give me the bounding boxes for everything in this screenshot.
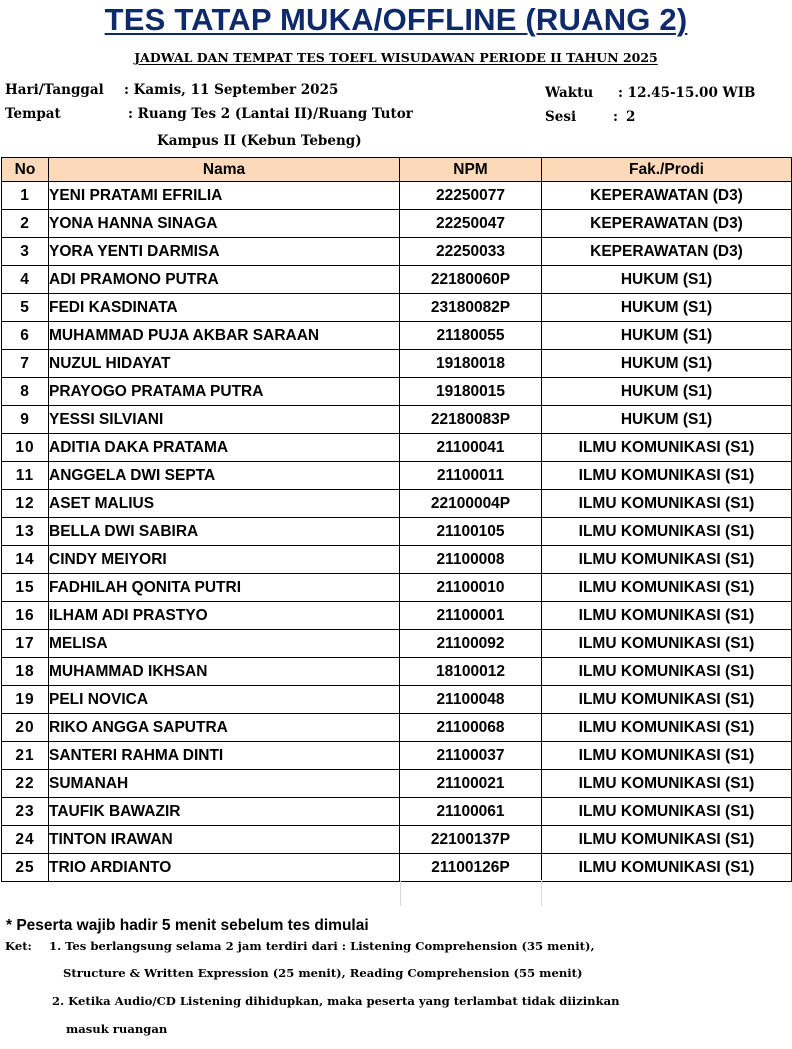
row-nama: SANTERI RAHMA DINTI [49, 742, 400, 770]
row-fak-prodi: KEPERAWATAN (D3) [542, 210, 792, 238]
row-nama: ADITIA DAKA PRATAMA [49, 434, 400, 462]
header-fak-prodi: Fak./Prodi [542, 158, 792, 182]
row-nama: YENI PRATAMI EFRILIA [49, 182, 400, 210]
row-npm: 21100001 [400, 602, 542, 630]
row-fak-prodi: HUKUM (S1) [542, 350, 792, 378]
row-no: 17 [2, 630, 49, 658]
table-row [2, 658, 792, 686]
row-npm: 22180060P [400, 266, 542, 294]
row-npm: 21100061 [400, 798, 542, 826]
row-fak-prodi: ILMU KOMUNIKASI (S1) [542, 518, 792, 546]
row-fak-prodi: ILMU KOMUNIKASI (S1) [542, 686, 792, 714]
ket-line-2: Structure & Written Expression (25 menit), Reading Comprehension (55 menit) [63, 966, 583, 980]
header-no: No [2, 158, 49, 182]
ket-label: Ket: [5, 939, 32, 953]
row-nama: YESSI SILVIANI [49, 406, 400, 434]
row-npm: 21100010 [400, 574, 542, 602]
table-row [2, 210, 792, 238]
row-nama: SUMANAH [49, 770, 400, 798]
row-nama: NUZUL HIDAYAT [49, 350, 400, 378]
row-nama: MUHAMMAD PUJA AKBAR SARAAN [49, 322, 400, 350]
table-row [2, 518, 792, 546]
row-nama: MUHAMMAD IKHSAN [49, 658, 400, 686]
row-npm: 19180015 [400, 378, 542, 406]
row-fak-prodi: ILMU KOMUNIKASI (S1) [542, 854, 792, 882]
row-fak-prodi: ILMU KOMUNIKASI (S1) [542, 742, 792, 770]
row-fak-prodi: HUKUM (S1) [542, 322, 792, 350]
hari-label: Hari/Tanggal [5, 82, 104, 98]
row-fak-prodi: KEPERAWATAN (D3) [542, 182, 792, 210]
row-npm: 21100041 [400, 434, 542, 462]
row-nama: YONA HANNA SINAGA [49, 210, 400, 238]
row-no: 24 [2, 826, 49, 854]
participant-table [1, 157, 792, 882]
sesi-label: Sesi [545, 109, 577, 125]
row-npm: 21180055 [400, 322, 542, 350]
row-fak-prodi: HUKUM (S1) [542, 294, 792, 322]
row-nama: PELI NOVICA [49, 686, 400, 714]
row-npm: 22250047 [400, 210, 542, 238]
row-fak-prodi: KEPERAWATAN (D3) [542, 238, 792, 266]
table-row [2, 350, 792, 378]
row-no: 7 [2, 350, 49, 378]
row-fak-prodi: ILMU KOMUNIKASI (S1) [542, 714, 792, 742]
row-no: 19 [2, 686, 49, 714]
row-nama: RIKO ANGGA SAPUTRA [49, 714, 400, 742]
table-row [2, 574, 792, 602]
row-no: 22 [2, 770, 49, 798]
row-no: 4 [2, 266, 49, 294]
row-no: 13 [2, 518, 49, 546]
attendance-note: * Peserta wajib hadir 5 menit sebelum tes dimulai [6, 917, 369, 934]
row-fak-prodi: ILMU KOMUNIKASI (S1) [542, 574, 792, 602]
waktu-label: Waktu [545, 85, 594, 101]
table-row [2, 490, 792, 518]
row-no: 1 [2, 182, 49, 210]
row-no: 20 [2, 714, 49, 742]
row-no: 5 [2, 294, 49, 322]
ket-line-1: 1. Tes berlangsung selama 2 jam terdiri dari : Listening Comprehension (35 menit), [49, 939, 595, 953]
row-fak-prodi: ILMU KOMUNIKASI (S1) [542, 630, 792, 658]
table-row [2, 854, 792, 882]
table-row [2, 742, 792, 770]
row-npm: 21100008 [400, 546, 542, 574]
ket-line-4: masuk ruangan [66, 1022, 168, 1036]
row-nama: FADHILAH QONITA PUTRI [49, 574, 400, 602]
row-nama: BELLA DWI SABIRA [49, 518, 400, 546]
row-no: 10 [2, 434, 49, 462]
page-title: TES TATAP MUKA/OFFLINE (RUANG 2) [104, 2, 688, 37]
row-no: 12 [2, 490, 49, 518]
table-row [2, 602, 792, 630]
row-nama: YORA YENTI DARMISA [49, 238, 400, 266]
row-fak-prodi: ILMU KOMUNIKASI (S1) [542, 462, 792, 490]
row-npm: 22250077 [400, 182, 542, 210]
row-npm: 21100068 [400, 714, 542, 742]
waktu-value: : 12.45-15.00 WIB [618, 85, 756, 101]
table-row [2, 546, 792, 574]
row-fak-prodi: ILMU KOMUNIKASI (S1) [542, 770, 792, 798]
table-row [2, 266, 792, 294]
table-row [2, 630, 792, 658]
row-no: 18 [2, 658, 49, 686]
row-nama: FEDI KASDINATA [49, 294, 400, 322]
row-npm: 21100021 [400, 770, 542, 798]
row-npm: 21100048 [400, 686, 542, 714]
row-nama: MELISA [49, 630, 400, 658]
row-nama: CINDY MEIYORI [49, 546, 400, 574]
row-no: 15 [2, 574, 49, 602]
row-npm: 22100137P [400, 826, 542, 854]
row-fak-prodi: HUKUM (S1) [542, 378, 792, 406]
row-no: 8 [2, 378, 49, 406]
row-fak-prodi: ILMU KOMUNIKASI (S1) [542, 602, 792, 630]
row-fak-prodi: HUKUM (S1) [542, 406, 792, 434]
row-fak-prodi: ILMU KOMUNIKASI (S1) [542, 826, 792, 854]
gridline [541, 880, 542, 906]
row-npm: 19180018 [400, 350, 542, 378]
table-row [2, 406, 792, 434]
row-fak-prodi: ILMU KOMUNIKASI (S1) [542, 490, 792, 518]
row-nama: ASET MALIUS [49, 490, 400, 518]
header-nama: Nama [49, 158, 400, 182]
row-nama: ANGGELA DWI SEPTA [49, 462, 400, 490]
row-npm: 22180083P [400, 406, 542, 434]
sesi-value: 2 [626, 109, 636, 125]
row-no: 9 [2, 406, 49, 434]
sesi-colon: : [613, 109, 618, 125]
row-fak-prodi: ILMU KOMUNIKASI (S1) [542, 434, 792, 462]
table-row [2, 294, 792, 322]
row-no: 21 [2, 742, 49, 770]
hari-value: : Kamis, 11 September 2025 [124, 82, 339, 98]
row-nama: TAUFIK BAWAZIR [49, 798, 400, 826]
row-no: 23 [2, 798, 49, 826]
row-fak-prodi: HUKUM (S1) [542, 266, 792, 294]
row-no: 14 [2, 546, 49, 574]
table-header-row [2, 158, 792, 182]
row-npm: 22250033 [400, 238, 542, 266]
row-nama: ADI PRAMONO PUTRA [49, 266, 400, 294]
table-row [2, 378, 792, 406]
row-npm: 21100037 [400, 742, 542, 770]
row-npm: 23180082P [400, 294, 542, 322]
page-subtitle: JADWAL DAN TEMPAT TES TOEFL WISUDAWAN PERIODE II TAHUN 2025 [134, 50, 658, 65]
table-row [2, 238, 792, 266]
row-fak-prodi: ILMU KOMUNIKASI (S1) [542, 546, 792, 574]
row-nama: PRAYOGO PRATAMA PUTRA [49, 378, 400, 406]
tempat-value-line2: Kampus II (Kebun Tebeng) [157, 133, 362, 149]
row-no: 16 [2, 602, 49, 630]
row-no: 6 [2, 322, 49, 350]
row-npm: 21100105 [400, 518, 542, 546]
table-row [2, 686, 792, 714]
table-row [2, 322, 792, 350]
table-row [2, 462, 792, 490]
table-row [2, 770, 792, 798]
row-npm: 21100011 [400, 462, 542, 490]
row-fak-prodi: ILMU KOMUNIKASI (S1) [542, 658, 792, 686]
gridline [400, 880, 401, 906]
row-npm: 18100012 [400, 658, 542, 686]
ket-line-3: 2. Ketika Audio/CD Listening dihidupkan, maka peserta yang terlambat tidak diizinkan [52, 994, 620, 1008]
tempat-label: Tempat [5, 106, 61, 122]
tempat-value: : Ruang Tes 2 (Lantai II)/Ruang Tutor [128, 106, 413, 122]
row-no: 11 [2, 462, 49, 490]
row-npm: 21100126P [400, 854, 542, 882]
header-npm: NPM [400, 158, 542, 182]
row-no: 3 [2, 238, 49, 266]
row-nama: TINTON IRAWAN [49, 826, 400, 854]
row-npm: 22100004P [400, 490, 542, 518]
row-nama: ILHAM ADI PRASTYO [49, 602, 400, 630]
table-row [2, 826, 792, 854]
row-no: 2 [2, 210, 49, 238]
row-no: 25 [2, 854, 49, 882]
table-row [2, 714, 792, 742]
table-row [2, 798, 792, 826]
row-npm: 21100092 [400, 630, 542, 658]
table-row [2, 182, 792, 210]
table-row [2, 434, 792, 462]
row-fak-prodi: ILMU KOMUNIKASI (S1) [542, 798, 792, 826]
row-nama: TRIO ARDIANTO [49, 854, 400, 882]
